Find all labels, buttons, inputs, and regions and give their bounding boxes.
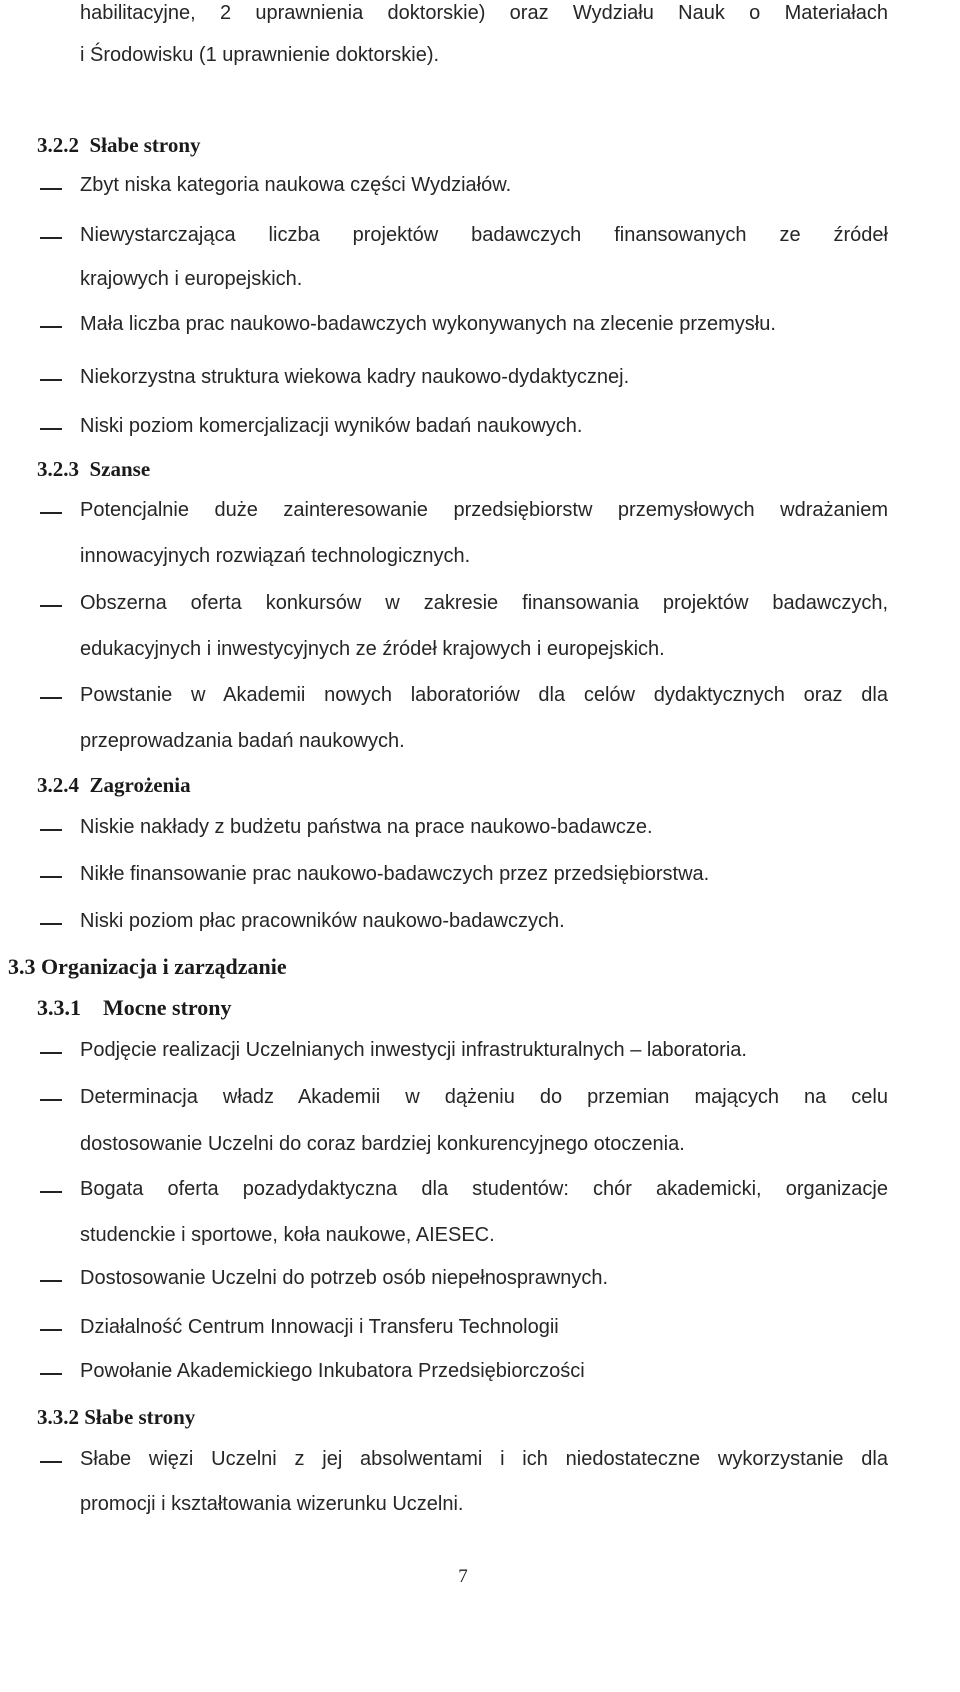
dash-bullet bbox=[40, 1373, 62, 1375]
list-item: Niekorzystna struktura wiekowa kadry naukowo-dydaktycznej. bbox=[80, 366, 630, 388]
list-item-continuation: edukacyjnych i inwestycyjnych ze źródeł krajowych i europejskich. bbox=[80, 638, 665, 660]
dash-bullet bbox=[40, 605, 62, 607]
list-item: Powołanie Akademickiego Inkubatora Przedsiębiorczości bbox=[80, 1360, 585, 1382]
dash-bullet bbox=[40, 326, 62, 328]
dash-bullet bbox=[40, 829, 62, 831]
list-item: Słabe więzi Uczelni z jej absolwentami i ich niedostateczne wykorzystanie dla bbox=[80, 1448, 888, 1470]
list-item: Dostosowanie Uczelni do potrzeb osób niepełnosprawnych. bbox=[80, 1267, 609, 1289]
dash-bullet bbox=[40, 379, 62, 381]
list-item-continuation: krajowych i europejskich. bbox=[80, 268, 303, 290]
dash-bullet bbox=[40, 923, 62, 925]
dash-bullet bbox=[40, 697, 62, 699]
list-item-continuation: studenckie i sportowe, koła naukowe, AIESEC. bbox=[80, 1224, 495, 1246]
dash-bullet bbox=[40, 1280, 62, 1282]
dash-bullet bbox=[40, 1329, 62, 1331]
intro-line-1: habilitacyjne, 2 uprawnienia doktorskie) oraz Wydziału Nauk o Materiałach bbox=[80, 2, 888, 24]
page-number: 7 bbox=[458, 1566, 468, 1587]
list-item: Niewystarczająca liczba projektów badawczych finansowanych ze źródeł bbox=[80, 224, 888, 246]
list-item-continuation: innowacyjnych rozwiązań technologicznych. bbox=[80, 545, 471, 567]
list-item: Obszerna oferta konkursów w zakresie finansowania projektów badawczych, bbox=[80, 592, 888, 614]
list-item: Podjęcie realizacji Uczelnianych inwestycji infrastrukturalnych – laboratoria. bbox=[80, 1039, 747, 1061]
list-item: Niski poziom komercjalizacji wyników badań naukowych. bbox=[80, 415, 583, 437]
list-item: Niski poziom płac pracowników naukowo-badawczych. bbox=[80, 910, 565, 932]
heading-3-2-4: 3.2.4 Zagrożenia bbox=[37, 773, 191, 797]
list-item: Nikłe finansowanie prac naukowo-badawczych przez przedsiębiorstwa. bbox=[80, 863, 710, 885]
heading-3-2-3: 3.2.3 Szanse bbox=[37, 457, 151, 481]
heading-3-3: 3.3 Organizacja i zarządzanie bbox=[8, 954, 287, 979]
list-item-continuation: promocji i kształtowania wizerunku Uczelni. bbox=[80, 1493, 464, 1515]
dash-bullet bbox=[40, 512, 62, 514]
list-item: Determinacja władz Akademii w dążeniu do przemian mających na celu bbox=[80, 1086, 888, 1108]
dash-bullet bbox=[40, 1461, 62, 1463]
dash-bullet bbox=[40, 1191, 62, 1193]
list-item-continuation: dostosowanie Uczelni do coraz bardziej konkurencyjnego otoczenia. bbox=[80, 1133, 685, 1155]
intro-line-2: i Środowisku (1 uprawnienie doktorskie). bbox=[80, 44, 440, 66]
list-item-continuation: przeprowadzania badań naukowych. bbox=[80, 730, 405, 752]
list-item: Powstanie w Akademii nowych laboratoriów dla celów dydaktycznych oraz dla bbox=[80, 684, 888, 706]
list-item: Bogata oferta pozadydaktyczna dla studentów: chór akademicki, organizacje bbox=[80, 1178, 888, 1200]
list-item: Potencjalnie duże zainteresowanie przedsiębiorstw przemysłowych wdrażaniem bbox=[80, 499, 888, 521]
dash-bullet bbox=[40, 1099, 62, 1101]
list-item: Mała liczba prac naukowo-badawczych wykonywanych na zlecenie przemysłu. bbox=[80, 313, 776, 335]
dash-bullet bbox=[40, 237, 62, 239]
dash-bullet bbox=[40, 1052, 62, 1054]
heading-3-3-2: 3.3.2 Słabe strony bbox=[37, 1405, 196, 1429]
list-item: Niskie nakłady z budżetu państwa na prace naukowo-badawcze. bbox=[80, 816, 653, 838]
list-item: Działalność Centrum Innowacji i Transferu Technologii bbox=[80, 1316, 559, 1338]
dash-bullet bbox=[40, 428, 62, 430]
heading-3-3-1: 3.3.1 Mocne strony bbox=[37, 995, 232, 1020]
heading-3-2-2: 3.2.2 Słabe strony bbox=[37, 133, 201, 157]
list-item: Zbyt niska kategoria naukowa części Wydziałów. bbox=[80, 174, 512, 196]
dash-bullet bbox=[40, 876, 62, 878]
dash-bullet bbox=[40, 188, 62, 190]
